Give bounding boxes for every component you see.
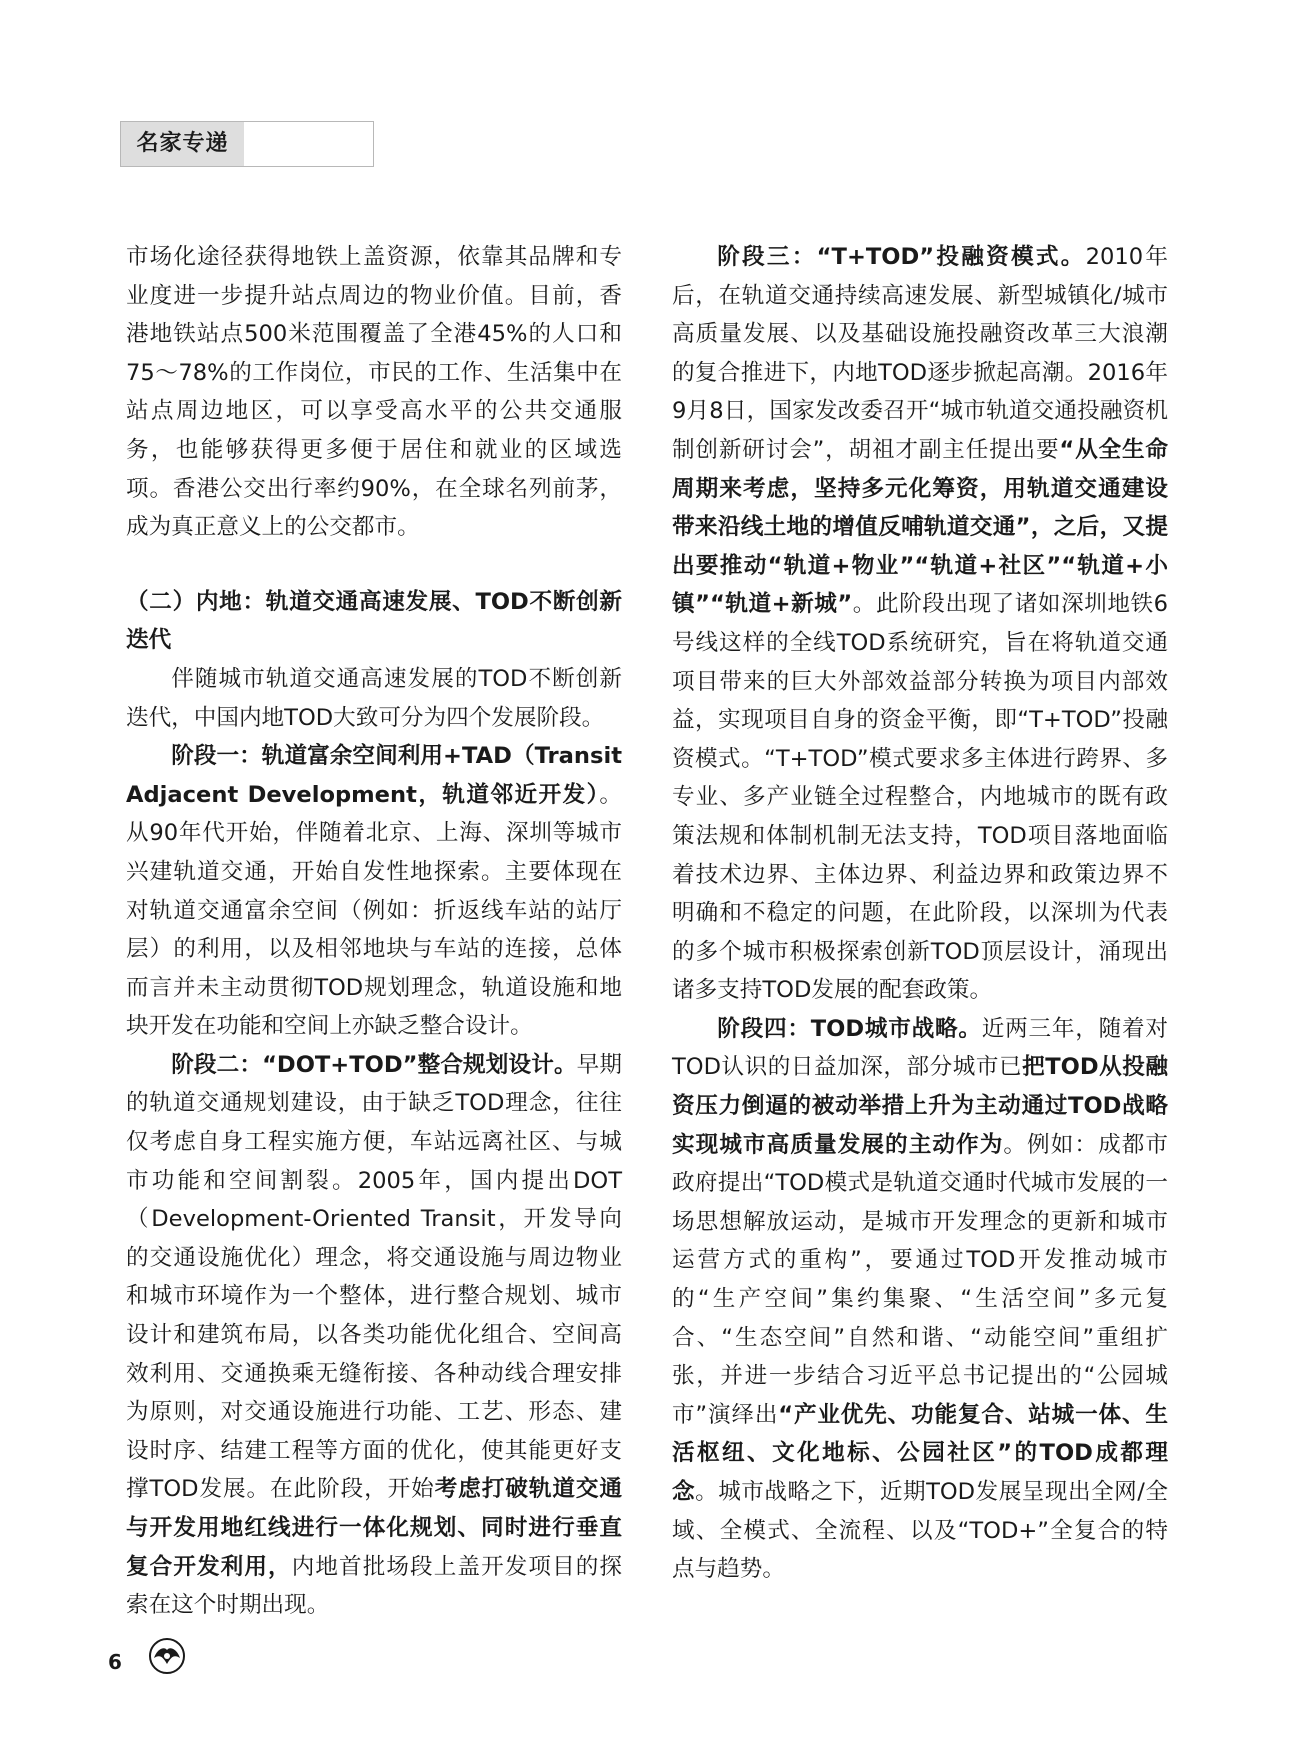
paragraph-stage1 <box>126 737 622 1046</box>
paragraph-stage2 <box>126 1046 622 1625</box>
stage2-title: 阶段二：“DOT+TOD”整合规划设计。 <box>171 1051 577 1078</box>
stage4-title: 阶段四：TOD城市战略。 <box>717 1015 982 1042</box>
stage3-emphasis: “从全生命周期来考虑，坚持多元化筹资，用轨道交通建设带来沿线土地的增值反哺轨道交通”，之后，又提出要推动“轨道+物业”“轨道+社区”“轨道+小镇”“轨道+新城” <box>672 436 1168 618</box>
paragraph-stage3 <box>672 238 1168 1010</box>
paragraph-stage4 <box>672 1010 1168 1589</box>
stage3-title: 阶段三：“T+TOD”投融资模式。 <box>717 244 1086 270</box>
stage2-emphasis: 考虑打破轨道交通与开发用地红线进行一体化规划、同时进行垂直复合开发利用， <box>126 1476 623 1580</box>
stage2-text-a: 早期的轨道交通规划建设，由于缺乏TOD理念，往往仅考虑自身工程实施方便，车站远离社区、与城市功能和空间割裂。2005年，国内提出DOT（Development-Oriented Transit，开发导向的交通设施优化）理念，将交通设施与周边物业和城市环境作为一个整体，进行整合规划、城市设计和建筑布局，以各类功能优化组合、空间高效利用、交通换乘无缝衔接、各种动线合理安排为原则，对交通设施进行功能、工艺、形态、建设时序、结建工程等方面的优化，使其能更好支撑TOD发展。在此阶段，开始 <box>126 1051 622 1503</box>
stage2-text-c: 内地首批场段上盖开发项目的探索在这个时期出现。 <box>126 1553 623 1619</box>
paragraph-intro: 伴随城市轨道交通高速发展的TOD不断创新迭代，中国内地TOD大致可分为四个发展阶段。 <box>126 665 622 731</box>
stage4-text-a: 近两三年，随着对TOD认识的日益加深，部分城市已 <box>672 1015 1169 1081</box>
stage1-text: 。从90年代开始，伴随着北京、上海、深圳等城市兴建轨道交通，开始自发性地探索。主要体现在对轨道交通富余空间（例如：折返线车站的站厅层）的利用，以及相邻地块与车站的连接，总体而言并未主动贯彻TOD规划理念，轨道设施和地块开发在功能和空间上亦缺乏整合设计。 <box>126 781 622 1040</box>
journal-logo-icon <box>148 1637 186 1675</box>
stage3-text-c: 。此阶段出现了诸如深圳地铁6号线这样的全线TOD系统研究，旨在将轨道交通项目带来的巨大外部效益部分转换为项目内部效益，实现项目自身的资金平衡，即“T+TOD”投融资模式。“T+TOD”模式要求多主体进行跨界、多专业、多产业链全过程整合，内地城市的既有政策法规和体制机制无法支持，TOD项目落地面临着技术边界、主体边界、利益边界和政策边界不明确和不稳定的问题，在此阶段，以深圳为代表的多个城市积极探索创新TOD顶层设计，涌现出诸多支持TOD发展的配套政策。 <box>672 591 1168 1004</box>
stage3-text-a: 2010年后，在轨道交通持续高速发展、新型城镇化/城市高质量发展、以及基础设施投融资改革三大浪潮的复合推进下，内地TOD逐步掀起高潮。2016年9月8日，国家发改委召开“城市轨道交通投融资机制创新研讨会”，胡祖才副主任提出要 <box>672 244 1168 463</box>
stage1-title: 阶段一：轨道富余空间利用+TAD（Transit Adjacent Development，轨道邻近开发） <box>126 743 622 808</box>
stage4-emphasis-d: “产业优先、功能复合、站城一体、生活枢纽、文化地标、公园社区”的TOD成都理念 <box>672 1401 1168 1505</box>
right-column <box>672 238 1168 1589</box>
section-label: 名家专递 <box>121 122 244 166</box>
stage4-text-c: 。例如：成都市政府提出“TOD模式是轨道交通时代城市发展的一场思想解放运动，是城市开发理念的更新和城市运营方式的重构”，要通过TOD开发推动城市的“生产空间”集约集聚、“生活空间”多元复合、“生态空间”自然和谐、“动能空间”重组扩张，并进一步结合习近平总书记提出的“公园城市”演绎出 <box>672 1131 1169 1428</box>
page-number: 6 <box>108 1650 122 1674</box>
stage4-text-e: 。城市战略之下，近期TOD发展呈现出全网/全域、全模式、全流程、以及“TOD+”全复合的特点与趋势。 <box>672 1479 1168 1583</box>
left-column <box>126 238 622 1625</box>
paragraph-hongkong: 市场化途径获得地铁上盖资源，依靠其品牌和专业度进一步提升站点周边的物业价值。目前，香港地铁站点500米范围覆盖了全港45%的人口和75～78%的工作岗位，市民的工作、生活集中在站点周边地区，可以享受高水平的公共交通服务，也能够获得更多便于居住和就业的区域选项。香港公交出行率约90%，在全球名列前茅，成为真正意义上的公交都市。 <box>126 244 622 541</box>
section-tag <box>120 121 374 167</box>
subsection-heading: （二）内地：轨道交通高速发展、TOD不断创新迭代 <box>126 588 622 654</box>
stage4-emphasis-b: 把TOD从投融资压力倒逼的被动举措上升为主动通过TOD战略实现城市高质量发展的主动作为 <box>672 1054 1169 1158</box>
